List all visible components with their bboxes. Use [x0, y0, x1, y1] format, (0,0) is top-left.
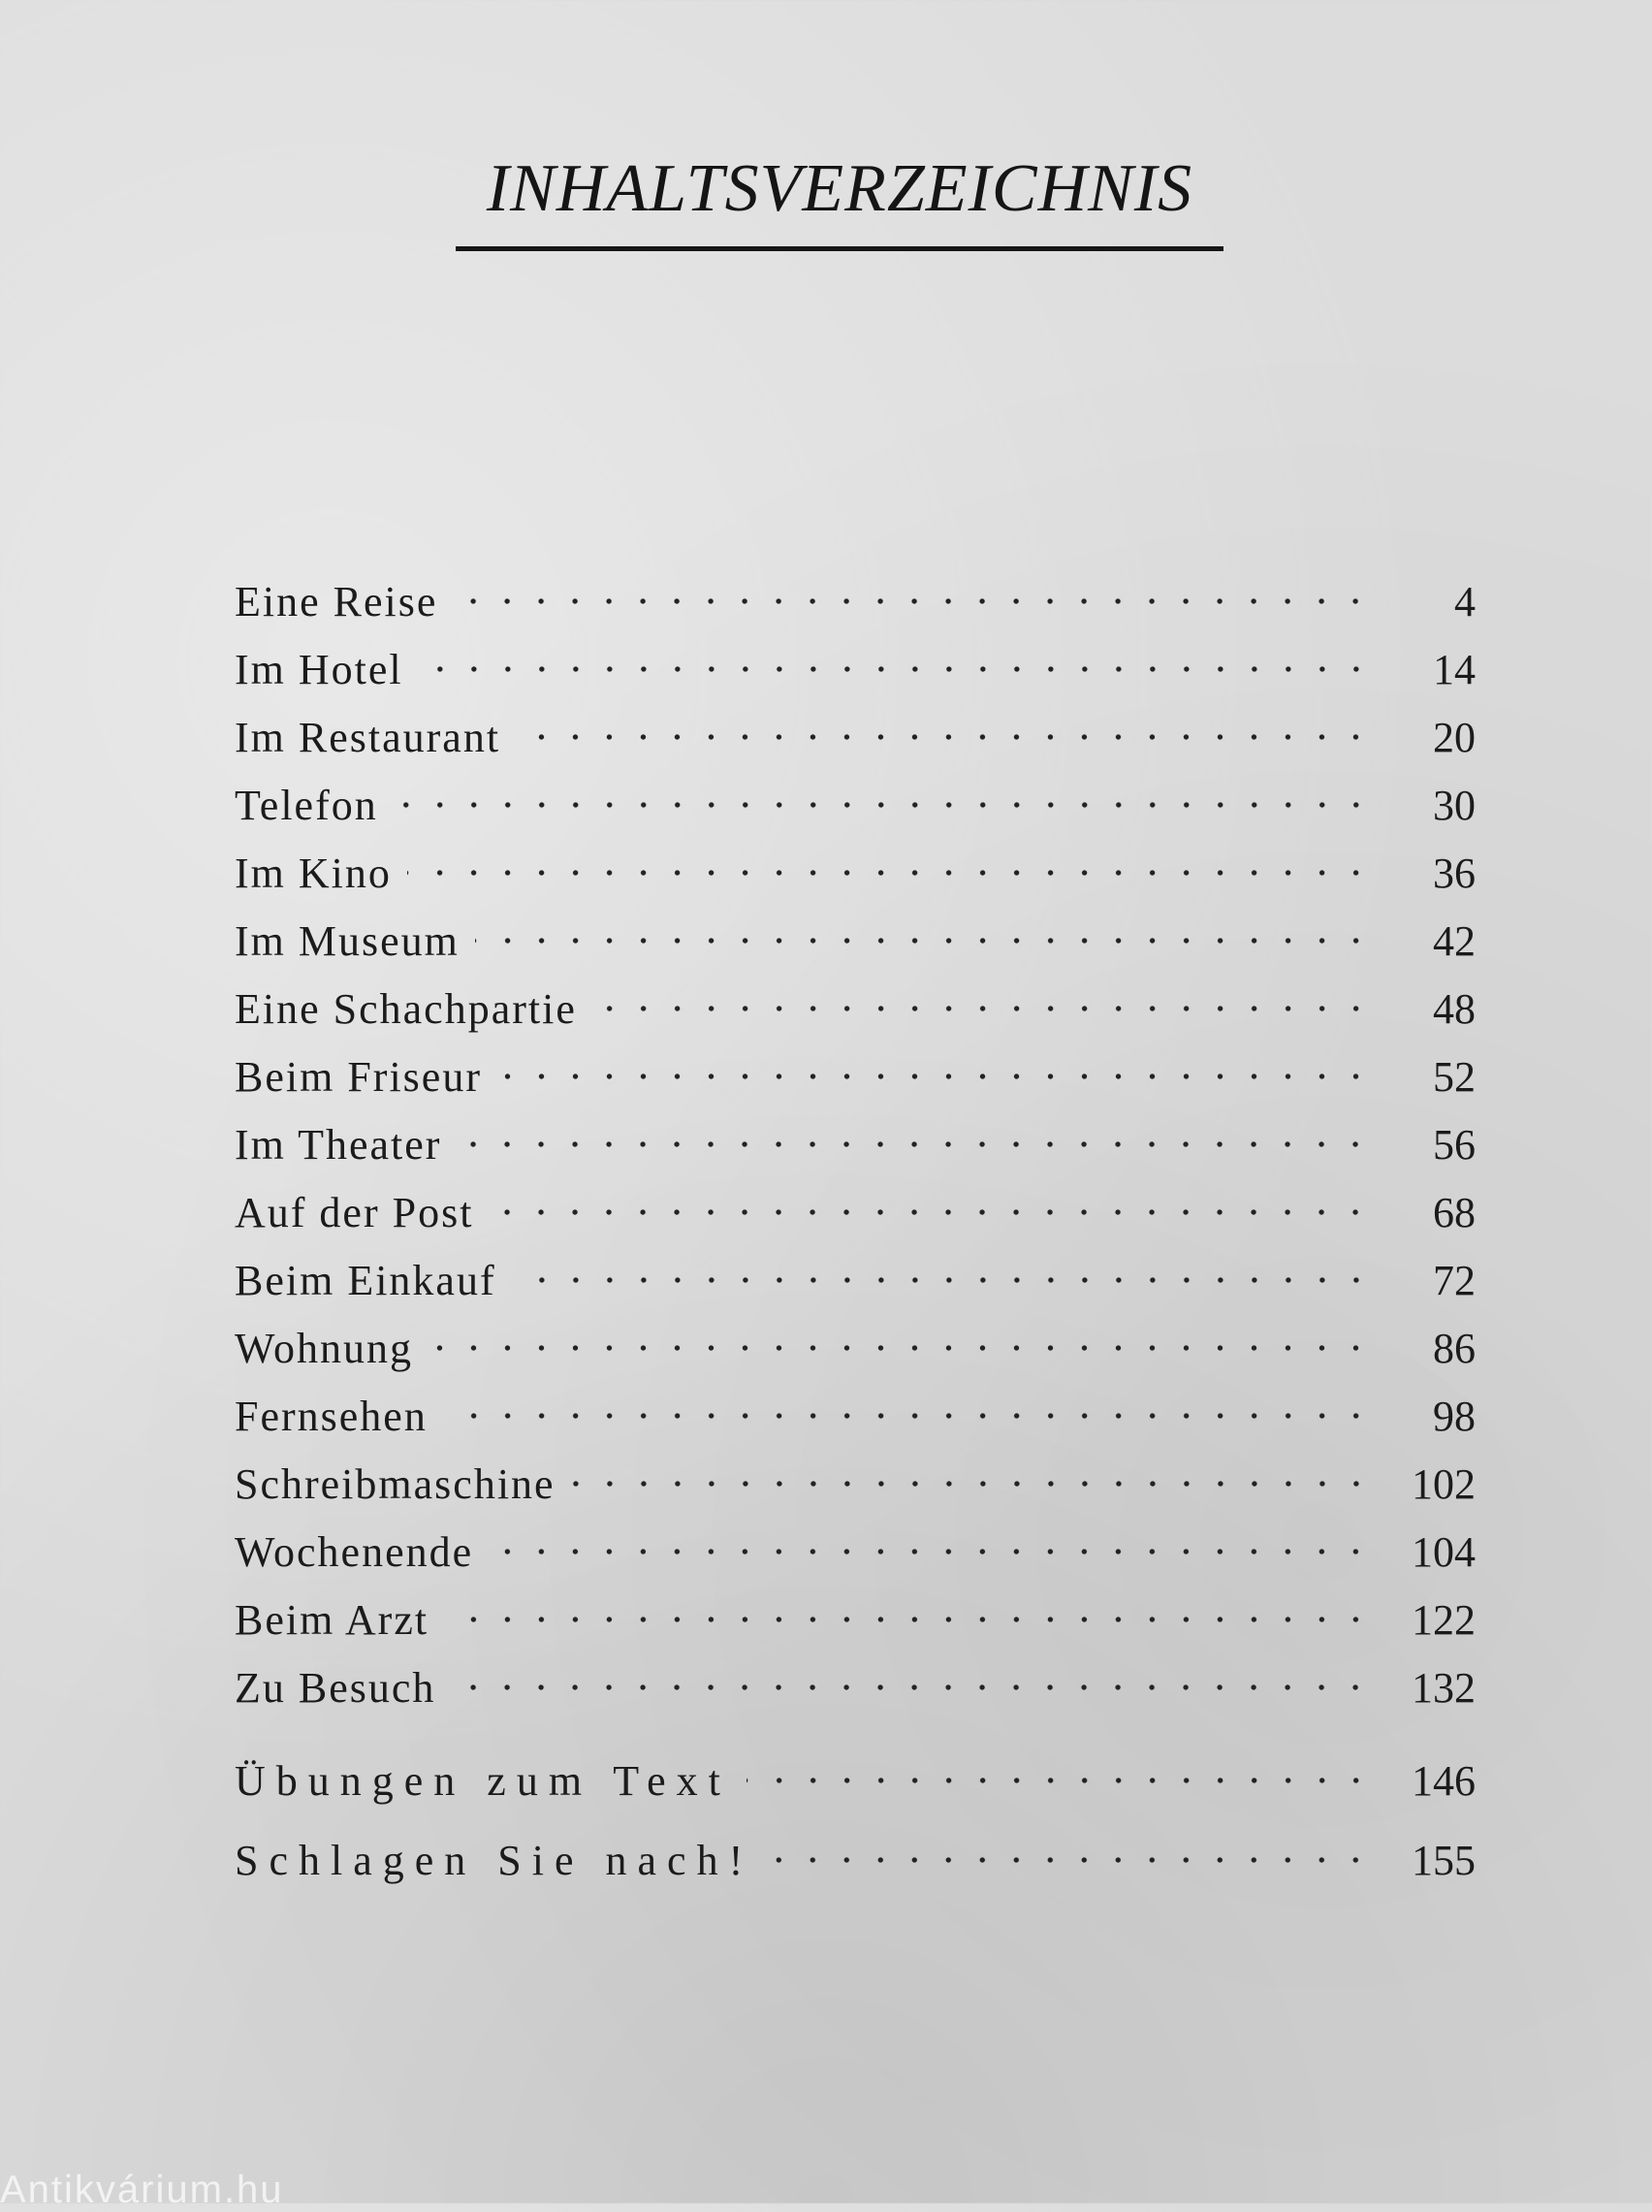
toc-extra-page: 146 [1412, 1756, 1476, 1805]
page-title: INHALTSVERZEICHNIS [486, 151, 1193, 226]
toc-entry [235, 1178, 1476, 1246]
toc-entry [235, 1653, 1476, 1721]
toc-extra-page: 155 [1412, 1836, 1476, 1884]
toc-extra-entry [235, 1741, 1476, 1820]
toc-entry-label: Auf der Post [235, 1188, 474, 1236]
toc-entry [235, 1382, 1476, 1450]
toc-entry-label: Telefon [235, 781, 378, 829]
toc-entry-label: Eine Schachpartie [235, 984, 577, 1033]
toc-entry-page: 42 [1433, 916, 1476, 965]
toc-entry [235, 1042, 1476, 1110]
toc-entry-page: 72 [1433, 1256, 1476, 1304]
toc-entry-label: Schreibmaschine [235, 1459, 556, 1508]
title-underline [456, 246, 1223, 251]
toc-entry-page: 102 [1412, 1459, 1476, 1508]
title-block [456, 151, 1223, 251]
toc-entry [235, 567, 1476, 635]
toc-entry [235, 1314, 1476, 1382]
toc-extra-entry [235, 1820, 1476, 1900]
toc-entry [235, 703, 1476, 771]
toc-extra-label: Schlagen Sie nach! [235, 1836, 754, 1884]
dot-leader [489, 1191, 1373, 1234]
dot-leader [419, 648, 1373, 690]
dot-leader [512, 1259, 1373, 1301]
toc-entry-label: Im Museum [235, 916, 460, 965]
toc-entry-label: Im Kino [235, 849, 392, 897]
dot-leader [475, 919, 1373, 962]
toc-entry [235, 771, 1476, 839]
dot-leader [394, 784, 1373, 826]
dot-leader [769, 1839, 1373, 1881]
dot-leader [592, 987, 1373, 1030]
dot-leader [429, 1327, 1373, 1369]
watermark-text: Antikvárium.hu [0, 2168, 284, 2211]
toc-entry-label: Beim Einkauf [235, 1256, 496, 1304]
toc-entry-label: Beim Arzt [235, 1595, 429, 1644]
toc-entry-label: Im Theater [235, 1120, 442, 1169]
toc-entry-page: 68 [1433, 1188, 1476, 1236]
toc-entry [235, 975, 1476, 1042]
toc-entry [235, 1110, 1476, 1178]
toc-extra-label: Übungen zum Text [235, 1756, 731, 1805]
toc-entry-page: 122 [1412, 1595, 1476, 1644]
table-of-contents [235, 567, 1476, 1900]
dot-leader [444, 1598, 1373, 1641]
toc-entry [235, 1450, 1476, 1518]
toc-entry-page: 36 [1433, 849, 1476, 897]
toc-entry [235, 907, 1476, 975]
toc-entry [235, 1246, 1476, 1314]
toc-entry-page: 20 [1433, 713, 1476, 761]
toc-entry-page: 56 [1433, 1120, 1476, 1169]
toc-entry-label: Beim Friseur [235, 1052, 482, 1101]
toc-entry-page: 98 [1433, 1392, 1476, 1440]
dot-leader [451, 1666, 1373, 1709]
toc-entry-page: 4 [1454, 577, 1476, 625]
dot-leader [443, 1395, 1373, 1437]
toc-entry-label: Fernsehen [235, 1392, 428, 1440]
toc-entry [235, 1518, 1476, 1586]
dot-leader [453, 580, 1373, 623]
dot-leader [747, 1759, 1373, 1802]
dot-leader [516, 716, 1373, 758]
toc-entry-label: Im Restaurant [235, 713, 501, 761]
toc-entry-page: 30 [1433, 781, 1476, 829]
toc-entry-page: 48 [1433, 984, 1476, 1033]
toc-entry-label: Im Hotel [235, 645, 403, 693]
toc-entry-page: 52 [1433, 1052, 1476, 1101]
toc-entry-label: Wochenende [235, 1527, 474, 1576]
dot-leader [489, 1530, 1373, 1573]
toc-entry-label: Eine Reise [235, 577, 438, 625]
toc-entry-label: Wohnung [235, 1324, 414, 1372]
dot-leader [571, 1462, 1373, 1505]
toc-entry-label: Zu Besuch [235, 1663, 436, 1712]
section-gap [235, 1721, 1476, 1741]
toc-entry [235, 635, 1476, 703]
toc-entry-page: 104 [1412, 1527, 1476, 1576]
toc-entry-page: 14 [1433, 645, 1476, 693]
toc-entry [235, 1586, 1476, 1653]
dot-leader [407, 851, 1373, 894]
toc-entry-page: 132 [1412, 1663, 1476, 1712]
dot-leader [457, 1123, 1373, 1166]
toc-entry-page: 86 [1433, 1324, 1476, 1372]
dot-leader [497, 1055, 1373, 1098]
toc-entry [235, 839, 1476, 907]
